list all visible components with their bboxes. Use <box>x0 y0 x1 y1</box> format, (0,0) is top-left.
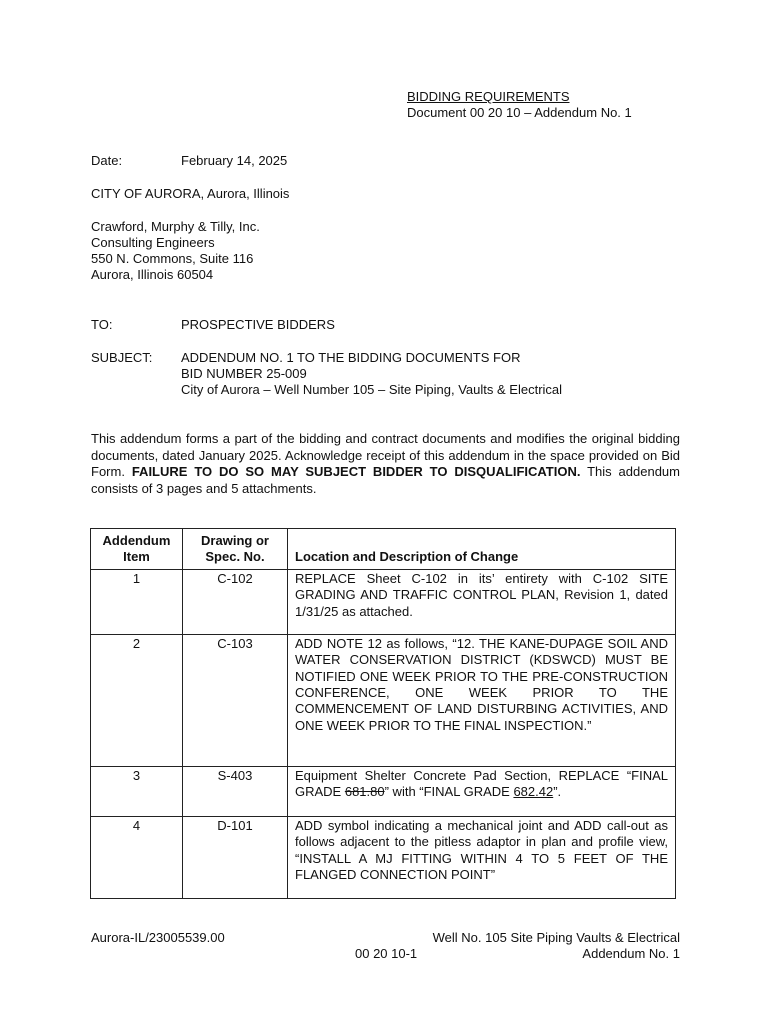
header-document-line: Document 00 20 10 – Addendum No. 1 <box>407 105 632 120</box>
subject-label: SUBJECT: <box>91 350 153 365</box>
footer-page-number: 00 20 10-1 <box>355 946 418 961</box>
to-value: PROSPECTIVE BIDDERS <box>181 317 335 332</box>
change-description: ADD symbol indicating a mechanical joint and ADD call-out as follows adjacent to the pitless adaptor in plan and profile view, “INSTALL A MJ FITTING WITHIN 4 TO 5 FEET OF THE FLANGED CONNECTION POINT” <box>288 816 676 898</box>
intro-text-b: This addendum consists of 3 pages and 5 attachments. <box>91 464 680 496</box>
changes-table <box>90 528 676 899</box>
intro-paragraph <box>91 431 680 497</box>
change-description: REPLACE Sheet C-102 in its’ entirety with C-102 SITE GRADING AND TRAFFIC CONTROL PLAN, Revision 1, dated 1/31/25 as attached. <box>288 569 676 634</box>
footer-project-title <box>433 930 680 962</box>
document-header <box>407 89 632 121</box>
footer-title-line-2: Addendum No. 1 <box>582 946 680 961</box>
table-header-row <box>91 529 676 570</box>
spec-number: C-103 <box>183 634 288 766</box>
item-number: 4 <box>91 816 183 898</box>
table-row <box>91 569 676 634</box>
subject-line-2: BID NUMBER 25-009 <box>181 366 307 381</box>
engineer-name: Crawford, Murphy & Tilly, Inc. <box>91 219 260 234</box>
date-value: February 14, 2025 <box>181 153 288 168</box>
date-label: Date: <box>91 153 123 168</box>
item-number: 2 <box>91 634 183 766</box>
new-grade-value: 682.42 <box>513 784 554 800</box>
item-number: 1 <box>91 569 183 634</box>
subject-line-3: City of Aurora – Well Number 105 – Site Piping, Vaults & Electrical <box>181 382 563 397</box>
table-row <box>91 634 676 766</box>
engineer-city: Aurora, Illinois 60504 <box>91 267 214 282</box>
owner-line: CITY OF AURORA, Aurora, Illinois <box>91 186 290 201</box>
change-description: Equipment Shelter Concrete Pad Section, REPLACE “FINAL GRADE 681.80” with “FINAL GRADE 682.42”. <box>288 766 676 816</box>
item-number: 3 <box>91 766 183 816</box>
engineer-street: 550 N. Commons, Suite 116 <box>91 251 254 266</box>
table-row <box>91 816 676 898</box>
col-header-description: Location and Description of Change <box>288 529 676 570</box>
col-header-spec: Drawing or Spec. No. <box>183 529 288 570</box>
spec-number: S-403 <box>183 766 288 816</box>
date-row <box>91 153 287 169</box>
spec-number: D-101 <box>183 816 288 898</box>
footer-title-line-1: Well No. 105 Site Piping Vaults & Electrical <box>432 930 680 945</box>
change-description: ADD NOTE 12 as follows, “12. THE KANE-DUPAGE SOIL AND WATER CONSERVATION DISTRICT (KDSWCD) MUST BE NOTIFIED ONE WEEK PRIOR TO THE PRE-CONSTRUCTION CONFERENCE, ONE WEEK PRIOR TO THE COMMENCEMENT OF LAND DISTURBING ACTIVITIES, AND ONE WEEK PRIOR TO THE FINAL INSPECTION.” <box>288 634 676 766</box>
footer-project-number: Aurora-IL/23005539.00 <box>91 930 225 945</box>
col-header-item: Addendum Item <box>91 529 183 570</box>
engineer-address <box>91 219 260 283</box>
intro-text-a: This addendum forms a part of the bidding and contract documents and modifies the original bidding documents, dated January 2025. Acknowledge receipt of this addendum in the space provided on Bid Form. <box>91 431 680 479</box>
intro-warning: FAILURE TO DO SO MAY SUBJECT BIDDER TO DISQUALIFICATION. <box>131 464 581 479</box>
subject-text <box>181 350 562 398</box>
header-title: BIDDING REQUIREMENTS <box>407 89 570 104</box>
struck-grade-value: 681.80 <box>344 784 385 800</box>
table-row <box>91 766 676 816</box>
spec-number: C-102 <box>183 569 288 634</box>
subject-line-1: ADDENDUM NO. 1 TO THE BIDDING DOCUMENTS FOR <box>181 350 521 365</box>
to-label: TO: <box>91 317 113 332</box>
to-row <box>91 317 335 333</box>
engineer-role: Consulting Engineers <box>91 235 215 250</box>
